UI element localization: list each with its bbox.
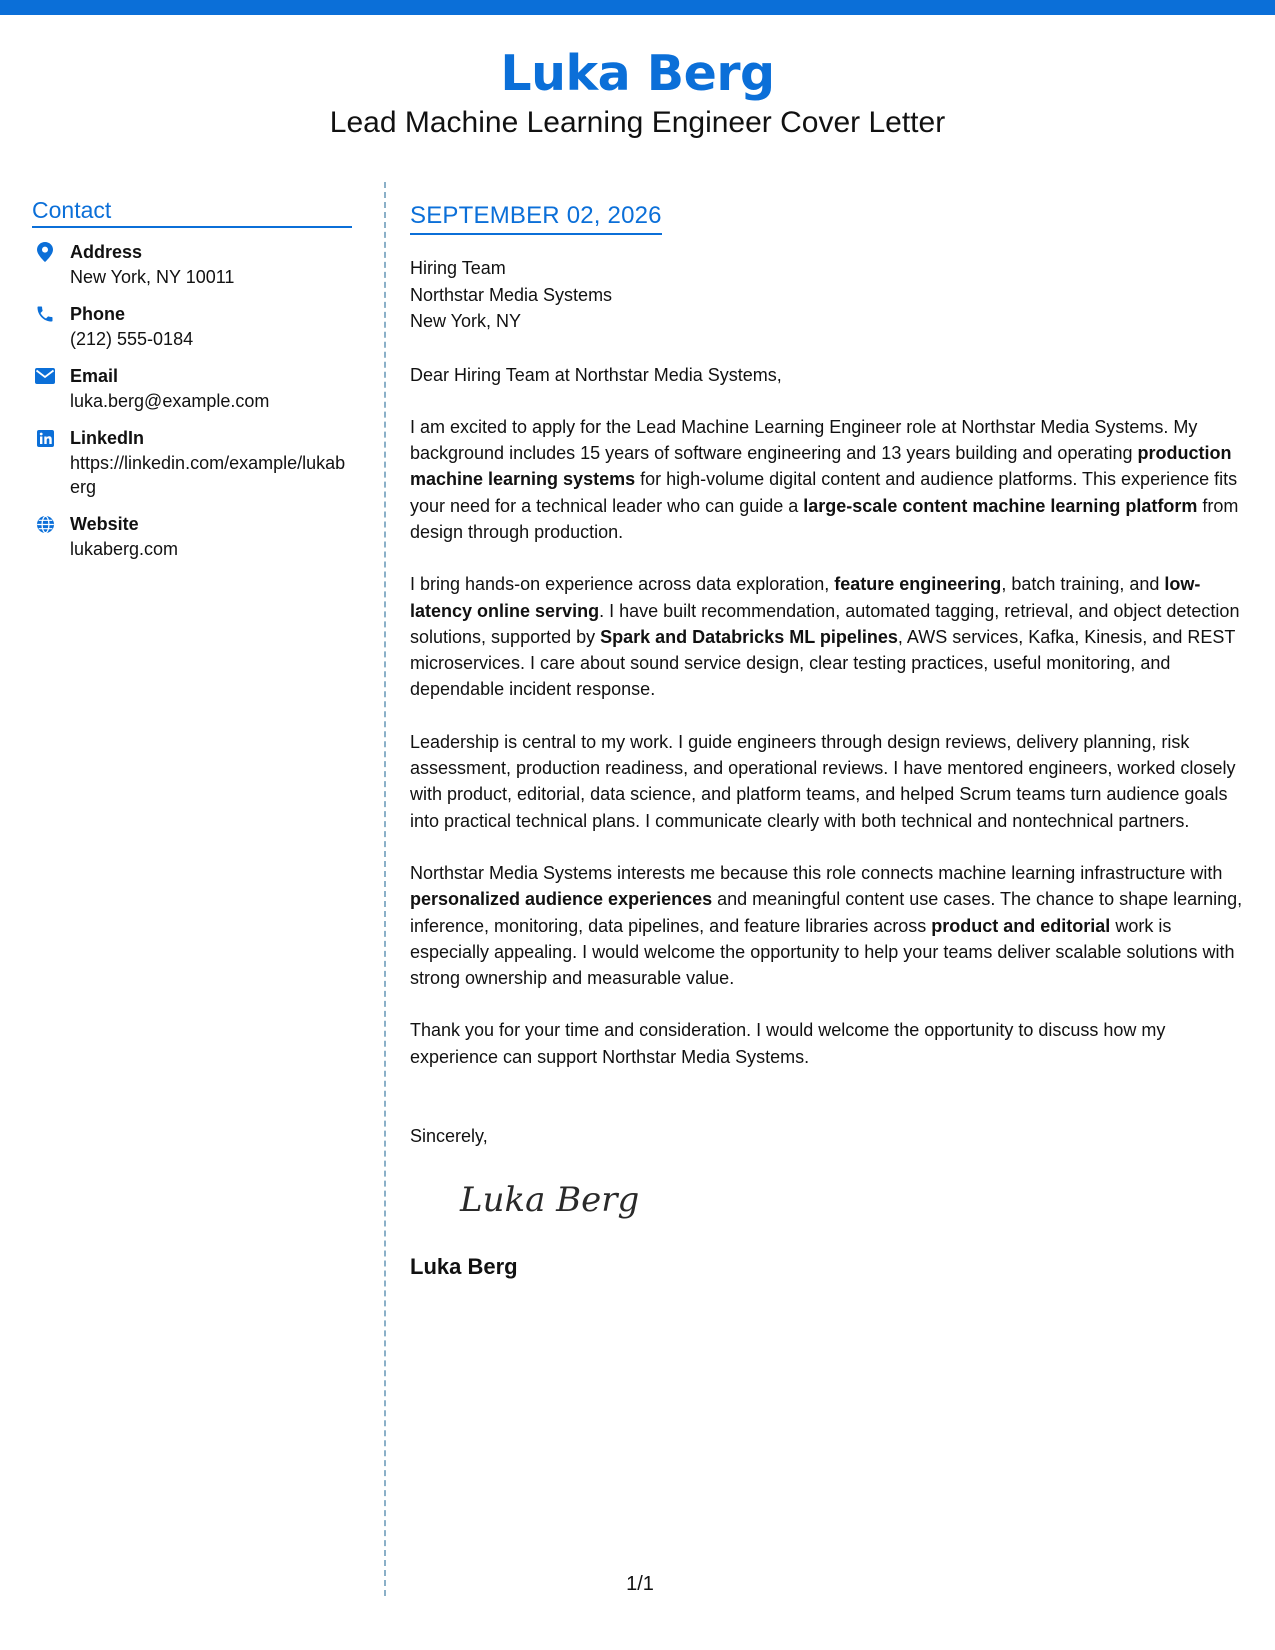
map-pin-icon xyxy=(34,241,56,263)
contact-sidebar xyxy=(32,196,352,574)
handwritten-signature xyxy=(456,1175,1250,1227)
body-paragraph: I am excited to apply for the Lead Machine Learning Engineer role at Northstar Media Systems. My background includes 15 years of software engineering and 13 years building and operating production machine learning systems for high-volume digital content and audience platforms. This experience fits your need for a technical leader who can guide a large-scale content machine learning platform from design through production. xyxy=(410,416,1239,542)
letter-body xyxy=(410,200,1250,1281)
salutation: Dear Hiring Team at Northstar Media Systems, xyxy=(410,364,782,385)
emphasized-text: personalized audience experiences xyxy=(410,889,713,910)
contact-list xyxy=(32,240,352,561)
page-number: 1/1 xyxy=(626,1573,654,1595)
emphasized-text: Spark and Databricks ML pipelines xyxy=(600,626,898,647)
column-divider xyxy=(384,182,386,1596)
body-paragraph: Leadership is central to my work. I guide engineers through design reviews, delivery planning, risk assessment, production readiness, and operational reviews. I have mentored engineers, worked closely with product, editorial, data science, and platform teams, and helped Scrum teams turn audience goals into practical technical plans. I communicate clearly with both technical and nontechnical partners. xyxy=(410,731,1236,831)
contact-label: Phone xyxy=(70,304,126,324)
phone-value: (212) 555-0184 xyxy=(70,329,194,349)
closing-line: Sincerely, xyxy=(410,1126,488,1147)
emphasized-text: feature engineering xyxy=(834,574,1002,595)
contact-item-address xyxy=(32,240,352,289)
candidate-name: Luka Berg xyxy=(500,45,775,102)
signature-text: Luka Berg xyxy=(460,1180,640,1221)
recipient-line: New York, NY xyxy=(410,311,522,331)
letter-date: SEPTEMBER 02, 2026 xyxy=(410,202,662,229)
linkedin-icon xyxy=(34,427,56,449)
emphasized-text: production machine learning systems xyxy=(410,443,1232,490)
emphasized-text: product and editorial xyxy=(931,915,1111,936)
signer-name: Luka Berg xyxy=(410,1254,518,1280)
phone-icon xyxy=(34,303,56,325)
body-paragraph: I bring hands-on experience across data exploration, feature engineering, batch training, and low-latency online serving. I have built recommendation, automated tagging, retrieval, and object detection solutions, supported by Spark and Databricks ML pipelines, AWS services, Kafka, Kinesis, and REST microservices. I care about sound service design, clear testing practices, useful monitoring, and dependable incident response. xyxy=(410,574,1240,700)
contact-item-website xyxy=(32,512,352,561)
email-icon xyxy=(34,365,56,387)
top-accent-bar xyxy=(0,0,1275,15)
contact-item-email xyxy=(32,364,352,413)
contact-heading: Contact xyxy=(32,196,352,228)
contact-label: LinkedIn xyxy=(70,428,145,448)
date-block xyxy=(410,200,662,235)
contact-label: Address xyxy=(70,242,143,262)
emphasized-text: large-scale content machine learning platform xyxy=(803,495,1198,516)
address-value: New York, NY 10011 xyxy=(70,267,235,287)
email-link[interactable]: luka.berg@example.com xyxy=(70,391,270,411)
document-subtitle: Lead Machine Learning Engineer Cover Letter xyxy=(329,106,946,139)
body-paragraph: Northstar Media Systems interests me because this role connects machine learning infrastructure with personalized audience experiences and meaningful content use cases. The chance to shape learning, inference, monitoring, data pipelines, and feature libraries across product and editorial work is especially appealing. I would welcome the opportunity to help your teams deliver scalable solutions with strong ownership and measurable value. xyxy=(410,862,1243,989)
emphasized-text: low-latency online serving xyxy=(410,574,1201,621)
recipient-line: Hiring Team xyxy=(410,258,506,278)
contact-label: Website xyxy=(70,514,139,534)
linkedin-link[interactable]: https://linkedin.com/example/lukaberg xyxy=(70,453,346,497)
contact-item-phone xyxy=(32,302,352,351)
page-header xyxy=(0,44,1275,142)
globe-icon xyxy=(34,513,56,535)
contact-item-linkedin xyxy=(32,426,352,499)
recipient-block xyxy=(410,255,1250,335)
recipient-line: Northstar Media Systems xyxy=(410,284,613,305)
contact-label: Email xyxy=(70,366,119,386)
website-link[interactable]: lukaberg.com xyxy=(70,539,179,559)
body-paragraph: Thank you for your time and consideration. I would welcome the opportunity to discuss how my experience can support Northstar Media Systems. xyxy=(410,1020,1166,1067)
